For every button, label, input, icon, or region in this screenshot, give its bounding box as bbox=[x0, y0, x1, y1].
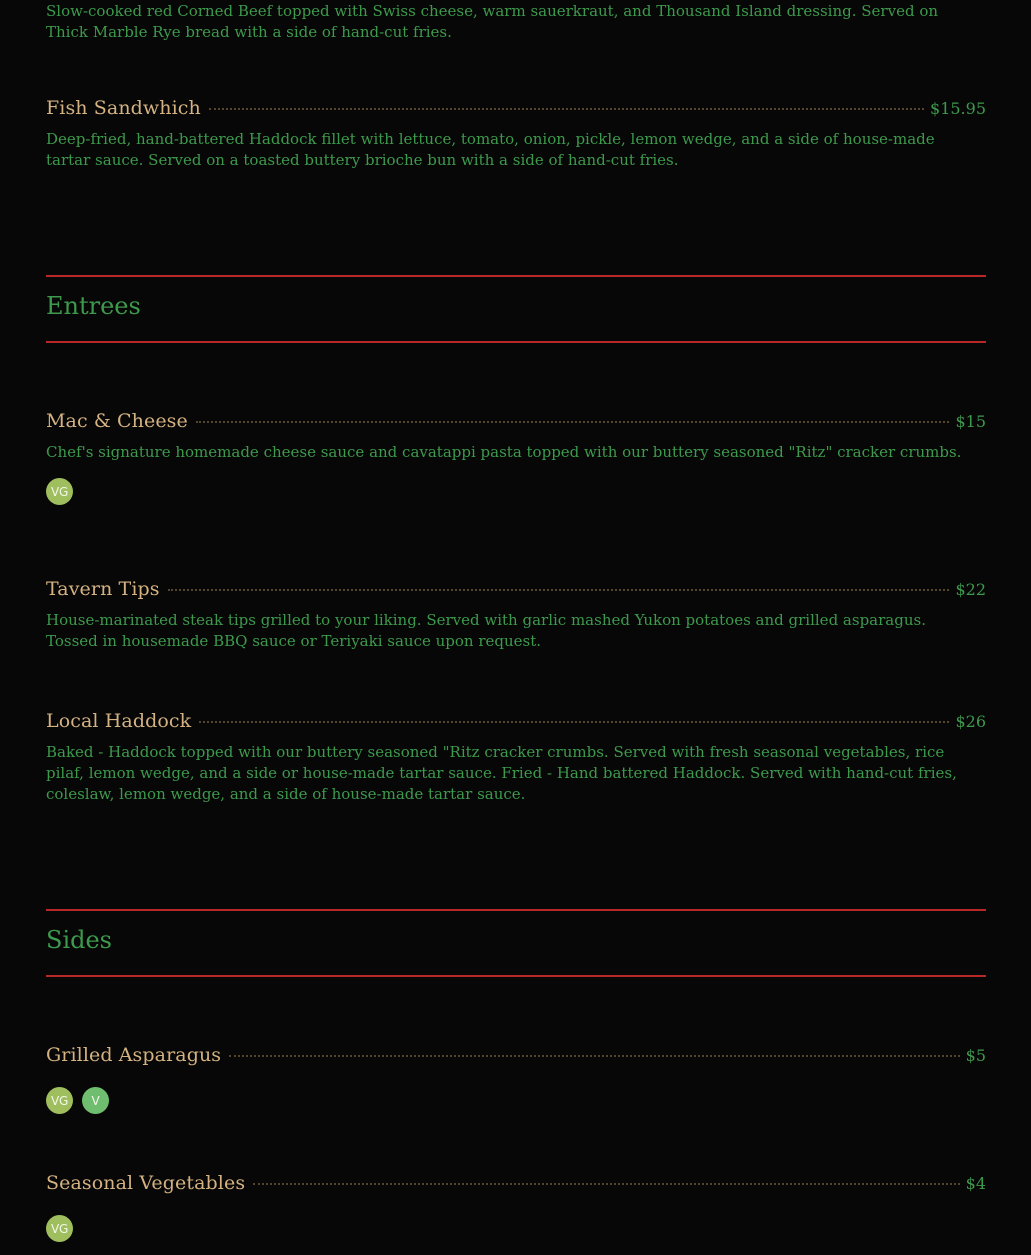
item-header bbox=[46, 710, 986, 736]
item-name: Grilled Asparagus bbox=[46, 1044, 222, 1066]
menu-item-grilled-asparagus bbox=[46, 1044, 986, 1114]
diet-badges bbox=[46, 1215, 986, 1242]
dot-leader bbox=[253, 1183, 959, 1185]
vegan-badge: V bbox=[82, 1087, 109, 1114]
item-description: Chef's signature homemade cheese sauce and cavatappi pasta topped with our buttery seasoned "Ritz" cracker crumbs. bbox=[46, 443, 962, 461]
diet-badges bbox=[46, 478, 986, 505]
item-name: Fish Sandwhich bbox=[46, 97, 201, 119]
item-name: Mac & Cheese bbox=[46, 410, 188, 432]
vegetarian-badge: VG bbox=[46, 1215, 73, 1242]
vegetarian-badge: VG bbox=[46, 1087, 73, 1114]
section-entrees bbox=[46, 275, 986, 343]
item-price: $15 bbox=[955, 412, 986, 431]
dot-leader bbox=[209, 108, 924, 110]
menu-item-mac-cheese bbox=[46, 410, 986, 505]
section-title: Sides bbox=[46, 926, 112, 954]
item-price: $26 bbox=[955, 712, 986, 731]
section-sides bbox=[46, 909, 986, 977]
menu-item-local-haddock bbox=[46, 710, 986, 805]
dot-leader bbox=[229, 1055, 959, 1057]
item-name: Seasonal Vegetables bbox=[46, 1172, 246, 1194]
item-description: Deep-fried, hand-battered Haddock fillet with lettuce, tomato, onion, pickle, lemon wedge, and a side of house-made tartar sauce. Served on a toasted buttery brioche bun with a side of hand-cut fries. bbox=[46, 130, 935, 169]
item-header bbox=[46, 97, 986, 123]
item-price: $5 bbox=[965, 1046, 986, 1065]
item-name: Tavern Tips bbox=[46, 578, 160, 600]
item-price: $15.95 bbox=[930, 99, 986, 118]
item-price: $4 bbox=[965, 1174, 986, 1193]
dot-leader bbox=[199, 721, 949, 723]
menu-item-reuben-tail bbox=[46, 1, 986, 43]
item-description: House-marinated steak tips grilled to your liking. Served with garlic mashed Yukon potatoes and grilled asparagus. Tossed in housemade BBQ sauce or Teriyaki sauce upon request. bbox=[46, 611, 926, 650]
menu-item-fish-sandwich bbox=[46, 97, 986, 171]
item-description: Baked - Haddock topped with our buttery seasoned "Ritz cracker crumbs. Served with fresh seasonal vegetables, rice pilaf, lemon wedge, and a side or house-made tartar sauce. Fried - Hand battered Haddock. Served with hand-cut fries, coleslaw, lemon wedge, and a side of house-made tartar sauce. bbox=[46, 743, 957, 803]
item-header bbox=[46, 1044, 986, 1070]
item-header bbox=[46, 410, 986, 436]
dot-leader bbox=[196, 421, 950, 423]
item-description: Slow-cooked red Corned Beef topped with Swiss cheese, warm sauerkraut, and Thousand Island dressing. Served on Thick Marble Rye bread with a side of hand-cut fries. bbox=[46, 2, 939, 41]
diet-badges bbox=[46, 1087, 986, 1114]
dot-leader bbox=[168, 589, 950, 591]
section-title: Entrees bbox=[46, 292, 141, 320]
menu-item-seasonal-vegetables bbox=[46, 1172, 986, 1242]
menu-item-tavern-tips bbox=[46, 578, 986, 652]
item-price: $22 bbox=[955, 580, 986, 599]
vegetarian-badge: VG bbox=[46, 478, 73, 505]
item-name: Local Haddock bbox=[46, 710, 192, 732]
item-header bbox=[46, 1172, 986, 1198]
item-header bbox=[46, 578, 986, 604]
